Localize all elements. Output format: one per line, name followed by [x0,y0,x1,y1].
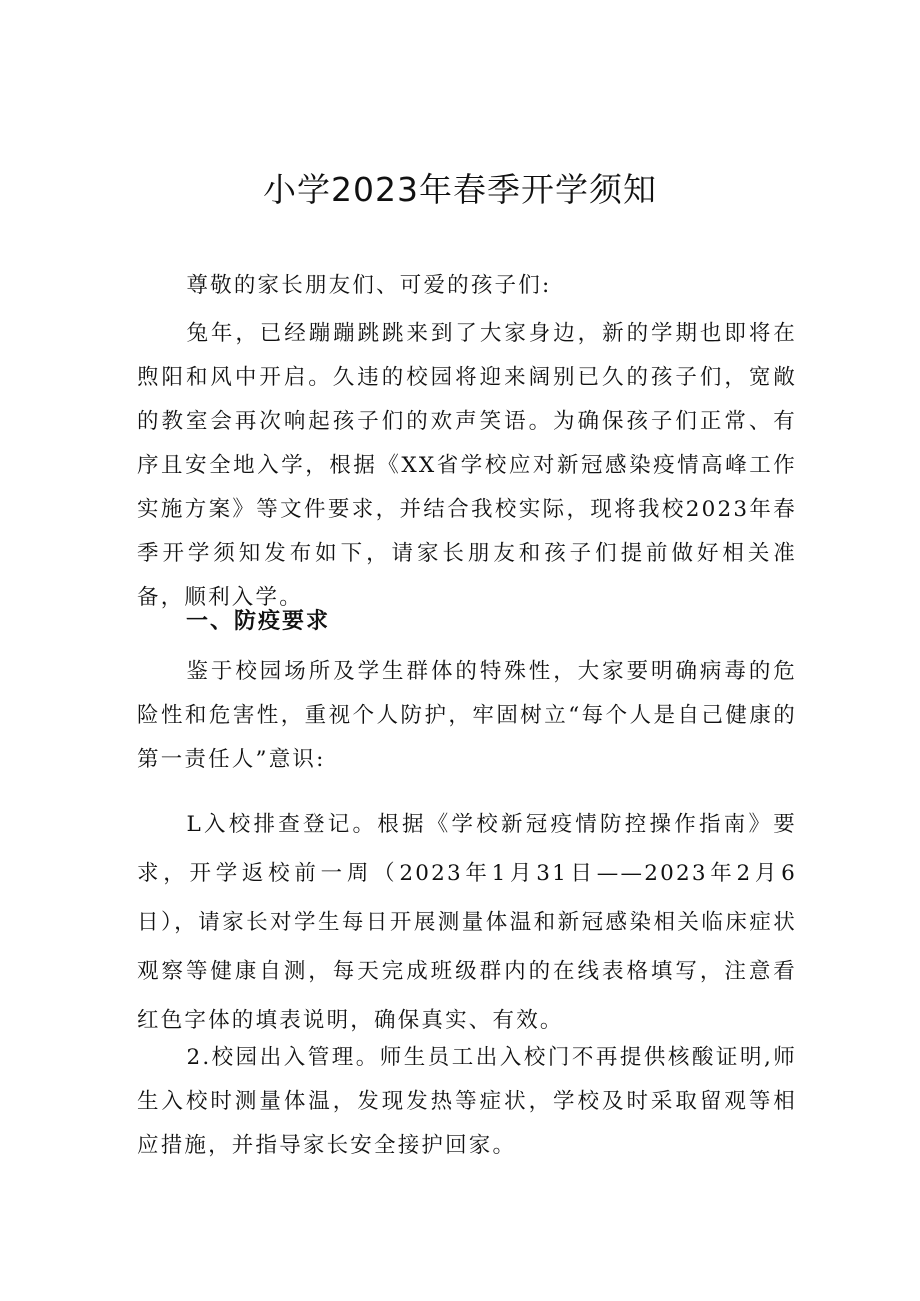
item-1-paragraph: L入校排查登记。根据《学校新冠疫情防控操作指南》要求，开学返校前一周（2023年1月31日——2023年2月6日），请家长对学生每日开展测量体温和新冠感染相关临床症状观察等健康自测，每天完成班级群内的在线表格填写，注意看红色字体的填表说明，确保真实、有效。 [137,812,797,1033]
item-1-block [137,800,797,1045]
greeting-paragraph: 尊敬的家长朋友们、可爱的孩子们: [186,273,552,298]
section-intro-block [137,650,797,782]
greeting-block [137,264,797,308]
intro-paragraph: 兔年，已经蹦蹦跳跳来到了大家身边，新的学期也即将在煦阳和风中开启。久违的校园将迎来阔别已久的孩子们，宽敞的教室会再次响起孩子们的欢声笑语。为确保孩子们正常、有序且安全地入学，根据《XX省学校应对新冠感染疫情高峰工作实施方案》等文件要求，并结合我校实际，现将我校2023年春季开学须知发布如下，请家长朋友和孩子们提前做好相关准备，顺利入学。 [137,321,797,610]
item-2-block [137,1036,797,1168]
document-title: 小学2023年春季开学须知 [263,170,657,209]
item-2-paragraph: 2.校园出入管理。师生员工出入校门不再提供核酸证明,师生入校时测量体温，发现发热等症状，学校及时采取留观等相应措施，并指导家长安全接护回家。 [137,1045,797,1158]
section-intro-paragraph: 鉴于校园场所及学生群体的特殊性，大家要明确病毒的危险性和危害性，重视个人防护，牢固树立“每个人是自己健康的第一责任人”意识: [137,659,797,772]
intro-block [137,312,797,620]
section-heading: 一、防疫要求 [186,609,331,634]
